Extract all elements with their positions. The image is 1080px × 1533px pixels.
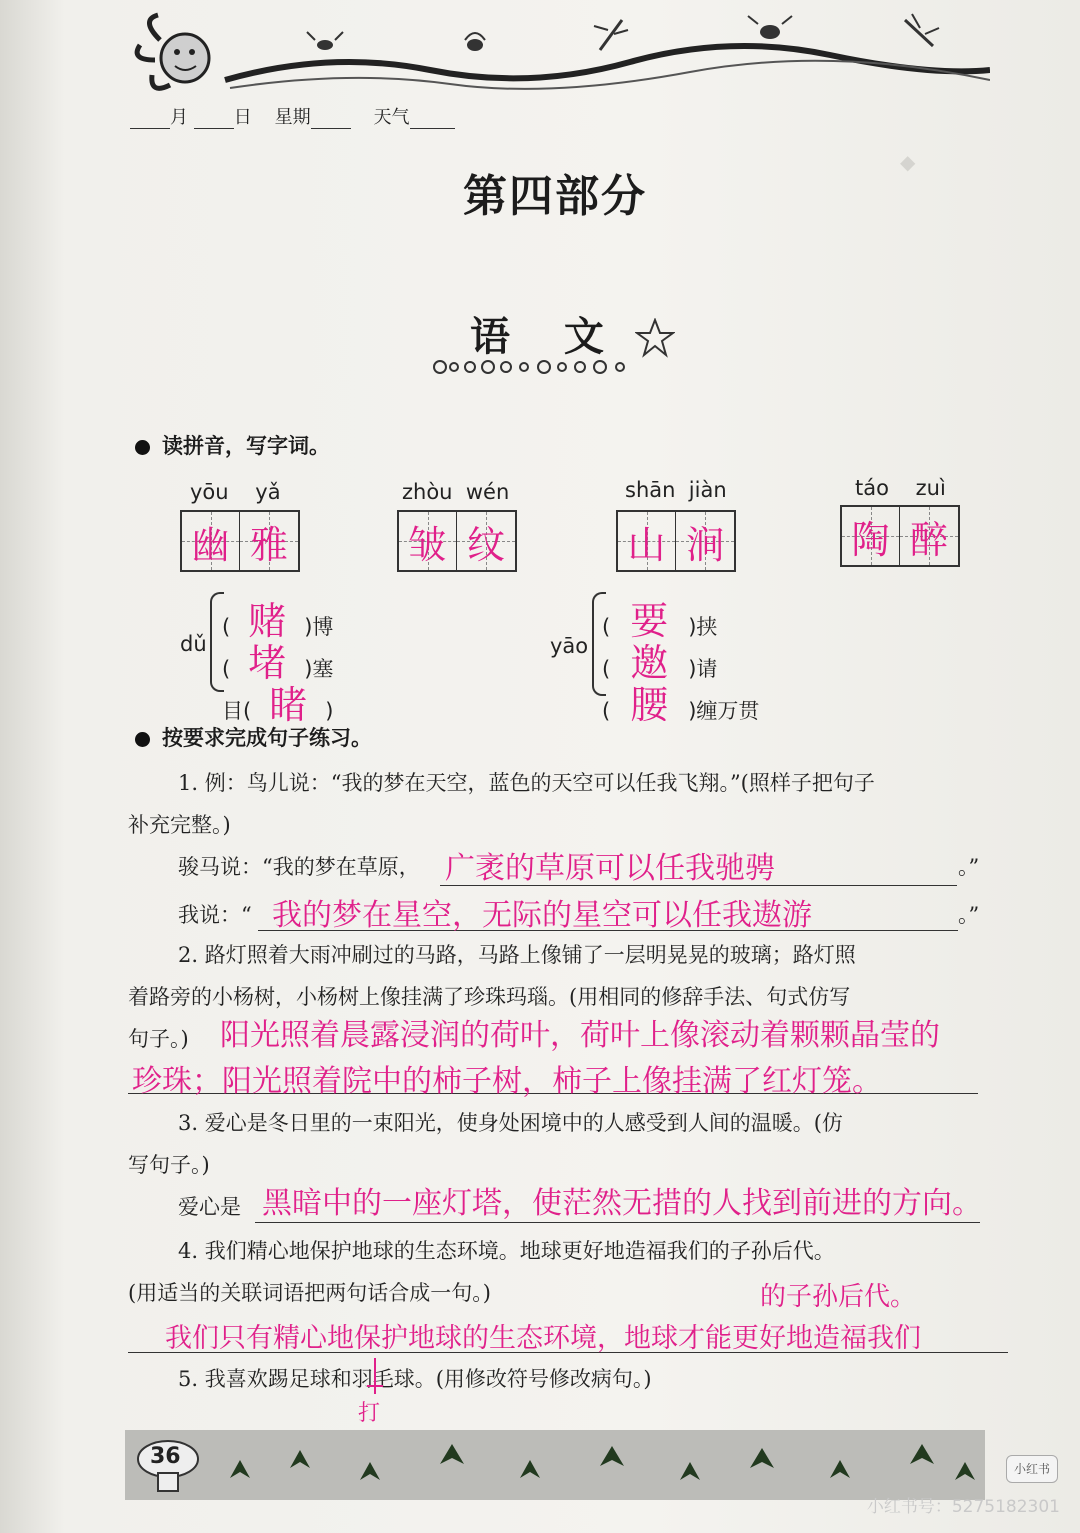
pinyin-word-1: yōu yǎ (190, 480, 281, 504)
date-weather-line (130, 103, 455, 129)
leaf-decoration (210, 1438, 980, 1498)
bullet-icon (135, 440, 150, 455)
char-cell: 山 (618, 512, 676, 570)
bubble-decoration (430, 355, 640, 379)
insect-icons (307, 14, 939, 51)
star-icon (635, 318, 675, 358)
yao-item-3: ( 腰 )缠万贯 (602, 683, 760, 727)
q2-prompt-line2: 着路旁的小杨树，小杨树上像挂满了珍珠玛瑙。(用相同的修辞手法、句式仿写 (128, 985, 851, 1009)
yao-item-1: ( 要 )挟 (602, 599, 718, 643)
pinyin-word-3: shān jiàn (625, 478, 727, 502)
q4-prompt-line1: 4. 我们精心地保护地球的生态环境。地球更好地造福我们的子孙后代。 (178, 1239, 835, 1263)
q5-prompt: 5. 我喜欢踢足球和羽毛球。(用修改符号修改病句。) (178, 1367, 652, 1391)
month-label: 月 (170, 107, 188, 128)
correction-mark (355, 1356, 395, 1396)
page-number: 36 (150, 1444, 181, 1469)
du-pinyin: dǔ (180, 632, 207, 656)
q5-correction: 打 (358, 1401, 381, 1426)
char-cell: 涧 (676, 512, 734, 570)
q1-prompt-line1: 1. 例：鸟儿说：“我的梦在天空，蓝色的天空可以任我飞翔。”(照样子把句子 (178, 771, 875, 795)
answer-line (255, 1222, 980, 1223)
q1-line2-suffix: 。” (958, 903, 980, 927)
section1-heading: 读拼音，写字词。 (135, 430, 330, 460)
q4-prompt-line2: (用适当的关联词语把两句话合成一句。) (128, 1281, 491, 1305)
q2-answer-line2: 珍珠；阳光照着院中的柿子树，柿子上像挂满了红灯笼。 (132, 1064, 882, 1099)
char-grid-2 (397, 510, 517, 572)
char-cell: 雅 (240, 512, 298, 570)
char-cell: 皱 (399, 512, 457, 570)
bullet-icon (135, 732, 150, 747)
char-grid-1 (180, 510, 300, 572)
q2-prompt-line3: 句子。) (128, 1027, 189, 1051)
yao-pinyin: yāo (550, 634, 589, 658)
q1-line2-answer: 我的梦在星空，无际的星空可以任我遨游 (272, 898, 812, 933)
char-cell: 幽 (182, 512, 240, 570)
part-title: 第四部分 (463, 171, 647, 222)
weekday-label: 星期 (274, 107, 311, 128)
q4-answer-main: 我们只有精心地保护地球的生态环境，地球才能更好地造福我们 (165, 1323, 921, 1354)
char-cell: 醉 (900, 507, 958, 565)
char-cell: 纹 (457, 512, 515, 570)
du-item-2: ( 堵 )塞 (222, 641, 334, 685)
du-item-3: 目( 睹 ) (222, 683, 334, 727)
section2-heading: 按要求完成句子练习。 (135, 722, 372, 752)
q1-line1-answer: 广袤的草原可以任我驰骋 (445, 851, 775, 886)
watermark-badge: 小红书 (1006, 1455, 1058, 1483)
q1-line2-prefix: 我说：“ (178, 903, 252, 927)
char-grid-3 (616, 510, 736, 572)
bleed-through-text: ◆ (900, 150, 916, 174)
day-label: 日 (233, 107, 252, 128)
q3-answer: 黑暗中的一座灯塔，使茫然无措的人找到前进的方向。 (262, 1186, 982, 1221)
pinyin-word-4: táo zuì (855, 476, 946, 500)
q3-prefix: 爱心是 (178, 1195, 241, 1219)
q3-prompt-line1: 3. 爱心是冬日里的一束阳光，使身处困境中的人感受到人间的温暖。(仿 (178, 1111, 843, 1135)
yao-item-2: ( 邀 )请 (602, 641, 718, 685)
q1-line1-suffix: 。” (958, 855, 980, 879)
char-cell: 陶 (842, 507, 900, 565)
q1-prompt-line2: 补充完整。) (128, 813, 231, 837)
subject-title: 语 文 (470, 313, 624, 360)
sun-icon (137, 15, 209, 88)
q4-answer-top: 的子孙后代。 (760, 1282, 917, 1312)
watermark-text: 小红书号：5275182301 (866, 1497, 1060, 1517)
weather-label: 天气 (373, 107, 410, 128)
q1-line1-prefix: 骏马说：“我的梦在草原， (178, 855, 420, 879)
q3-prompt-line2: 写句子。) (128, 1153, 210, 1177)
q2-answer-line1: 阳光照着晨露浸润的荷叶，荷叶上像滚动着颗颗晶莹的 (220, 1018, 940, 1053)
header-decoration (130, 0, 990, 100)
pinyin-word-2: zhòu wén (402, 480, 510, 504)
char-grid-4 (840, 505, 960, 567)
du-item-1: ( 赌 )博 (222, 599, 334, 643)
q2-prompt-line1: 2. 路灯照着大雨冲刷过的马路，马路上像铺了一层明晃晃的玻璃；路灯照 (178, 943, 856, 967)
